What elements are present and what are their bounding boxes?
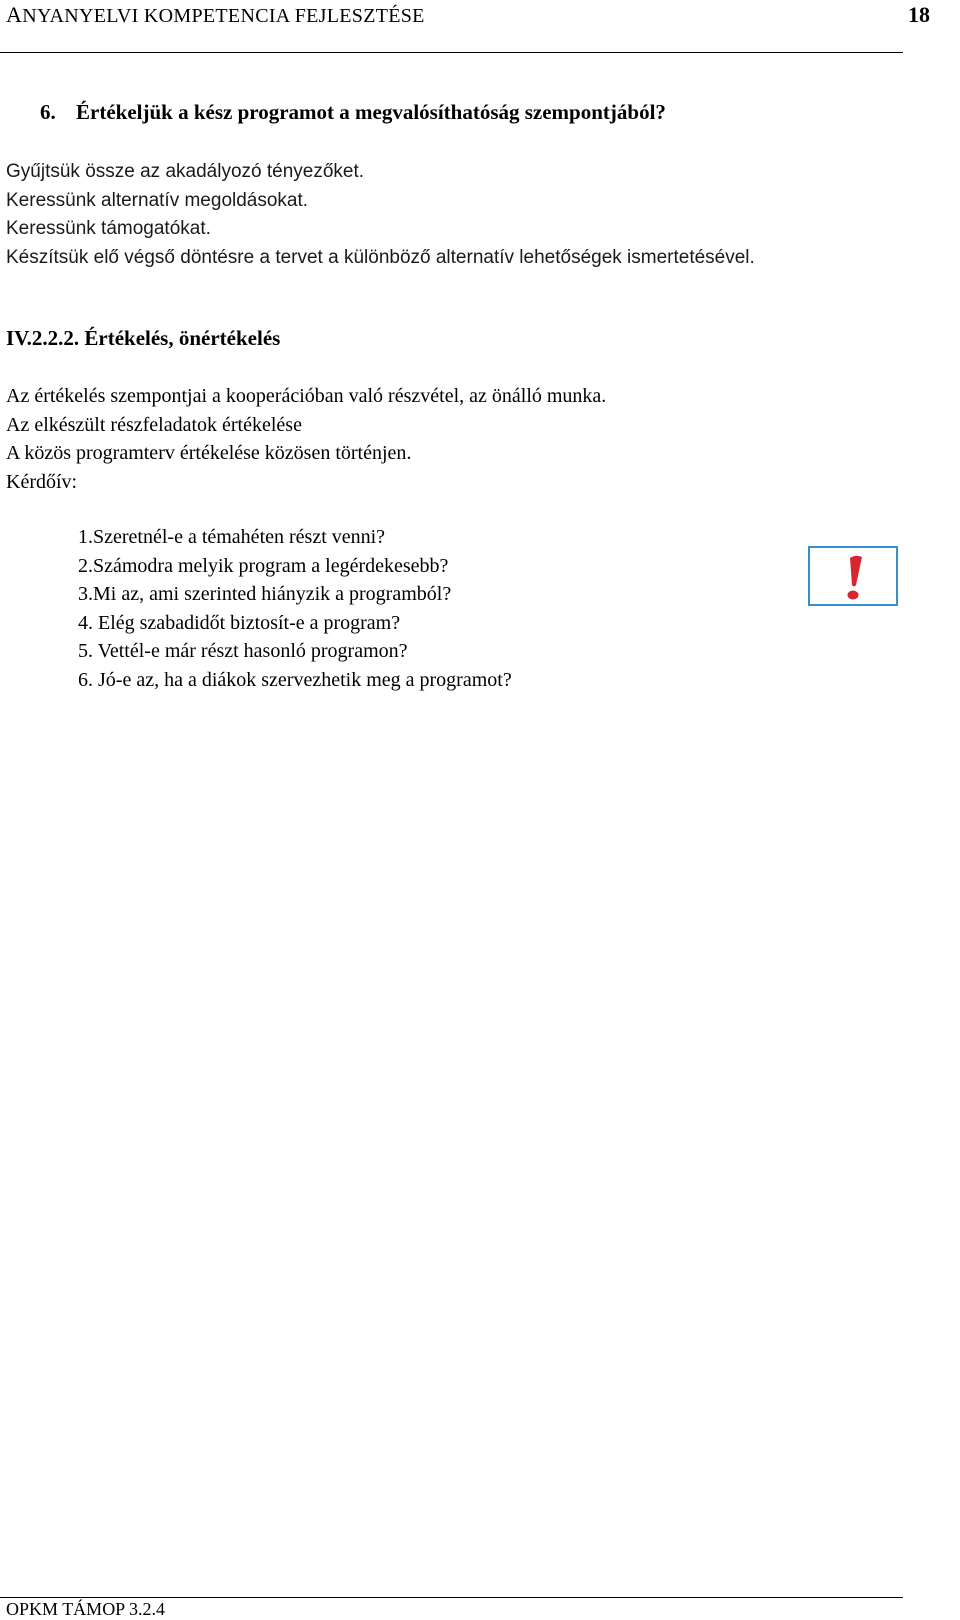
questionnaire-item: 3.Mi az, ami szerinted hiányzik a programból?	[78, 583, 452, 605]
exclamation-dot	[848, 591, 859, 600]
section-paragraph: Az értékelés szempontjai a kooperációban való részvétel, az önálló munka.	[6, 385, 607, 407]
exclamation-icon	[808, 546, 898, 606]
question-6-number: 6.	[40, 100, 56, 124]
exclamation-stroke	[850, 556, 862, 587]
questionnaire-label: Kérdőív:	[6, 470, 78, 493]
section-heading: IV.2.2.2. Értékelés, önértékelés	[6, 326, 281, 350]
header-divider	[0, 52, 903, 53]
footer-divider	[0, 1597, 903, 1598]
page-number: 18	[908, 2, 930, 27]
section-paragraph: Az elkészült részfeladatok értékelése	[6, 413, 302, 436]
question-6-text: Értékeljük a kész programot a megvalósíthatóság szempontjából?	[76, 100, 666, 124]
step-item: Gyűjtsük össze az akadályozó tényezőket.	[6, 161, 365, 182]
header-title-rest: NYANYELVI KOMPETENCIA FEJLESZTÉSE	[22, 5, 425, 27]
step-item: Készítsük elő végső döntésre a tervet a különböző alternatív lehetőségek ismertetésével.	[6, 246, 755, 268]
questionnaire-item: 1.Szeretnél-e a témahéten részt venni?	[78, 526, 386, 548]
questionnaire-item: 4. Elég szabadidőt biztosít-e a program?	[78, 611, 401, 634]
step-item: Keressünk alternatív megoldásokat.	[6, 189, 309, 211]
section-body	[6, 382, 606, 496]
section-paragraph: A közös programterv értékelése közösen történjen.	[6, 442, 412, 464]
exclamation-icon-graphic	[810, 548, 896, 604]
step-item: Keressünk támogatókat.	[6, 218, 211, 239]
running-header-title	[6, 2, 425, 28]
question-6	[40, 100, 666, 125]
questionnaire-item: 6. Jó-e az, ha a diákok szervezhetik meg a programot?	[78, 668, 512, 691]
header-title-initial: A	[6, 2, 23, 27]
questionnaire-item: 5. Vettél-e már részt hasonló programon?	[78, 640, 408, 662]
questionnaire-item: 2.Számodra melyik program a legérdekesebb?	[78, 554, 449, 577]
footer-text: OPKM TÁMOP 3.2.4	[6, 1599, 166, 1619]
questionnaire-list	[78, 523, 512, 694]
steps-list	[6, 158, 755, 272]
